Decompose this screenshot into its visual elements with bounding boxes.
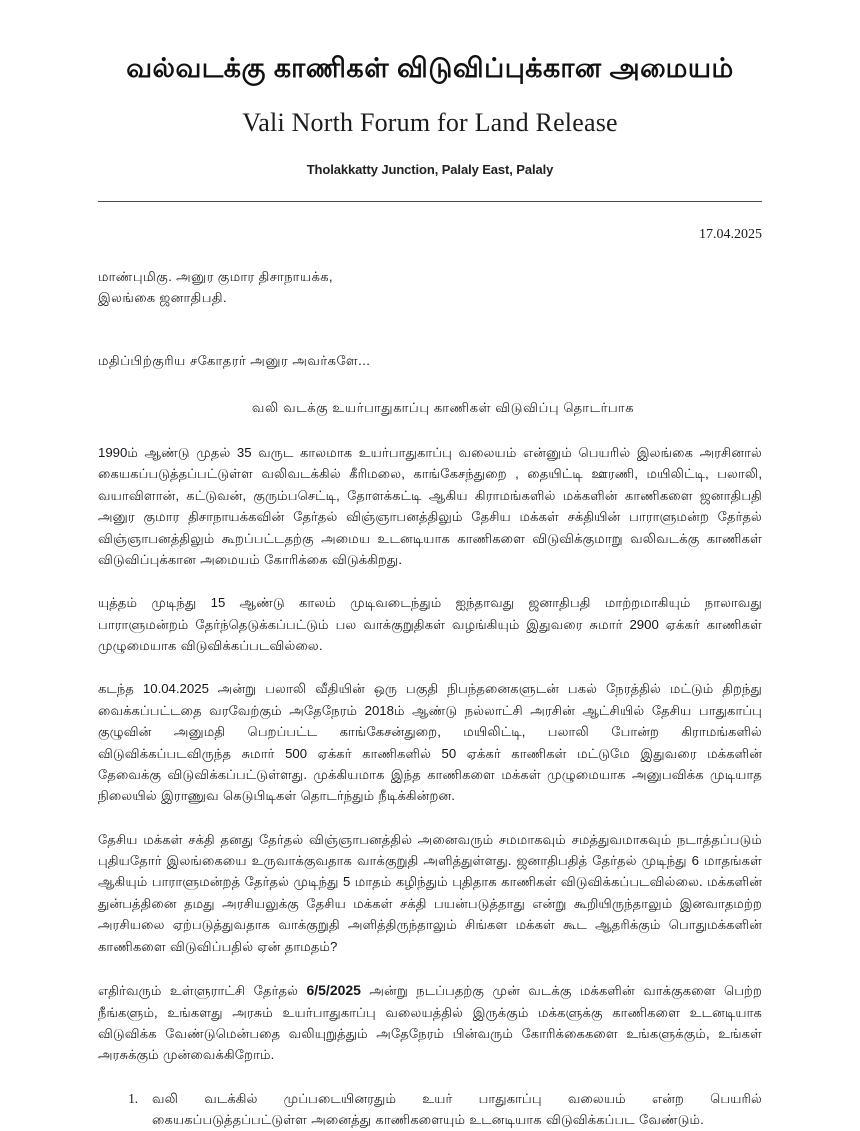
addressee-line-1: மாண்புமிகு. அனுர குமார திசாநாயக்க, [98,269,333,285]
salutation: மதிப்பிற்குரிய சகோதரர் அனுர அவர்களே... [98,353,371,369]
demands-list [98,1088,762,1131]
final-paragraph-after-date: அன்று நடப்பதற்கு முன் வடக்கு மக்களின் வாக்குகளை பெற்ற நீங்களும், உங்களது அரசும் உயர்பாதுகாப்பு வலையத்தில் இருக்கும் மக்களுக்கு காணிகளை உடனடியாக விடுவிக்க வேண்டுமென்பதை வலியுறுத்தும் அதேநேரம் பின்வரும் கோரிக்கைகளை உங்களுக்கும், உங்கள் அரசுக்கும் முன்வைக்கிறோம். [98,982,763,1063]
paragraph-3: கடந்த 10.04.2025 அன்று பலாலி வீதியின் ஒரு பகுதி நிபந்தனைகளுடன் பகல் நேரத்தில் மட்டும் திறந்து வைக்கப்பட்டதை வரவேற்கும் அதேநேரம் 2018ம் ஆண்டு நல்லாட்சி அரசின் ஆட்சியில் தேசிய பாதுகாப்பு குழுவின் அனுமதி பெறப்பட்ட காங்கேசன்துறை, மயிலிட்டி, பலாலி போன்ற கிராமங்களில் விடுவிக்கப்படவிருந்த சுமார் 500 ஏக்கர் காணிகளில் 50 ஏக்கர் காணிகள் மட்டுமே இதுவரை மக்களின் தேவைக்கு விடுவிக்கப்பட்டுள்ளது. முக்கியமாக இந்த காணிகளை மக்கள் முழுமையாக அனுபவிக்க முடியாத நிலையில் இராணுவ கெடுபிடிகள் தொடர்ந்தும் நீடிக்கின்றன. [98,681,762,804]
addressee-line-2: இலங்கை ஜனாதிபதி. [98,289,227,305]
paragraph-4: தேசிய மக்கள் சக்தி தனது தேர்தல் விஞ்ஞாபனத்தில் அனைவரும் சமமாகவும் சமத்துவமாகவும் நடாத்தப்படும் புதியதோர் இலங்கையை உருவாக்குவதாக வாக்குறுதி அளித்துள்ளது. ஜனாதிபதித் தேர்தல் முடிந்து 6 மாதங்கள் ஆகியும் பாராளுமன்றத் தேர்தல் முடிந்து 5 மாதம் கழிந்தும் புதிதாக காணிகள் விடுவிக்கப்படவில்லை. மக்களின் துன்பத்தினை தமது அரசியலுக்கு தேசிய மக்கள் சக்தி பயன்படுத்தாது என்று கூறியிருந்தாலும் இனவாதமற்ற அரசியலை ஏற்படுத்துவதாக வாக்குறுதி அளித்திருந்தாலும் சிங்கள மக்கள் கூட ஆதரிக்கும் பொதுமக்களின் காணிகளை விடுவிப்பதில் ஏன் தாமதம்? [98,831,762,954]
list-item: 1. வலி வடக்கில் முப்படையினரதும் உயர் பாதுகாப்பு வலையம் என்ற பெயரில் கையகப்படுத்தப்பட்டுள்ள அனைத்து காணிகளையும் உடனடியாக விடுவிக்கப்பட வேண்டும். [142,1088,762,1131]
organization-name-english: Vali North Forum for Land Release [242,107,618,137]
organization-name-tamil: வல்வடக்கு காணிகள் விடுவிப்புக்கான அமையம் [126,53,734,83]
subject-line: வலி வடக்கு உயர்பாதுகாப்பு காணிகள் விடுவிப்பு தொடர்பாக [251,399,635,415]
organization-address: Tholakkatty Junction, Palaly East, Palaly [306,161,554,177]
paragraph-5-final-demand-intro [98,979,762,1066]
letterhead [0,0,860,177]
letter-date: 17.04.2025 [699,226,762,242]
addressee-block [98,267,762,308]
final-paragraph-before-date: எதிர்வரும் உள்ளுராட்சி தேர்தல் [98,982,307,998]
header-divider [98,201,762,202]
paragraph-1: 1990ம் ஆண்டு முதல் 35 வருட காலமாக உயர்பாதுகாப்பு வலையம் என்னும் பெயரில் இலங்கை அரசினால் கையகப்படுத்தப்பட்டுள்ள வலிவடக்கில் கீரிமலை, காங்கேசந்துறை , தையிட்டி ஊரணி, மயிலிட்டி, பலாலி, வயாவிளான், கட்டுவன், குரும்பசெட்டி, தோளக்கட்டி ஆகிய கிராமங்களில் மக்களின் காணிகளை ஜனாதிபதி அனுர குமார திசாநாயக்கவின் தேர்தல் விஞ்ஞாபனத்திலும் தேசிய மக்கள் சக்தியின் பாராளுமன்ற தேர்தல் விஞ்ஞாபனத்திலும் கூறப்பட்டதற்கு அமைய உடனடியாக காணிகளை விடுவிக்குமாறு வலிவடக்கு காணிகள் விடுவிப்புக்கான அமையம் கோரிக்கை விடுக்கிறது. [98,445,762,567]
paragraph-2: யுத்தம் முடிந்து 15 ஆண்டு காலம் முடிவடைந்தும் ஐந்தாவது ஜனாதிபதி மாற்றமாகியும் நாலாவது பாராளுமன்றம் தேர்ந்தெடுக்கப்பட்டும் பல வாக்குறுதிகள் வழங்கியும் இதுவரை சுமார் 2900 ஏக்கர் காணிகள் முழுமையாக விடுவிக்கப்படவில்லை. [98,595,762,654]
election-date-highlight: 6/5/2025 [306,981,361,998]
letter-body [98,224,762,1131]
